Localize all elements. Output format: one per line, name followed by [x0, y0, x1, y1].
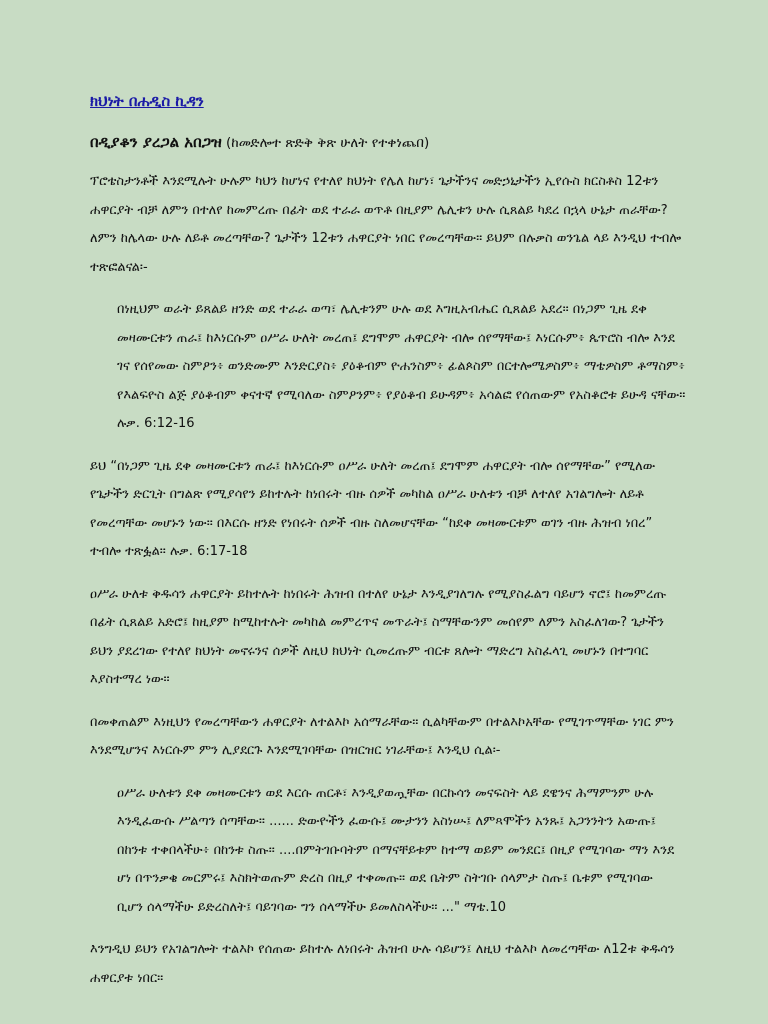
text-line: ሐዋርያት ብቻ ለምን በተለየ ከመምረጡ በፊት ወደ ተራራ ወጥቶ በዚያም ሌሊቱን ሁሉ ሲጸልይ ካደረ በኋላ ሁኔታ ጠራቸው? — [90, 202, 668, 218]
text-line: መዛሙርቱን ጠራ፤ ከእነርሱም ዐሥራ ሁለት መረጠ፤ ደግሞም ሐዋርያት ብሎ ሰየማቸው፤ እነርሱም፥ ጴጥሮስ ብሎ እንደ — [117, 330, 675, 346]
text-line: ለምን ከሌላው ሁሉ ለይቶ መረጣቸው? ጌታችን 12ቱን ሐዋርያት ነበር የመረጣቸው። ይህም በሉቃስ ወንጌል ላይ እንዲህ ተብሎ — [90, 231, 682, 246]
body-paragraph — [90, 709, 680, 766]
body-paragraph — [90, 936, 680, 993]
text-line: ዐሥራ ሁለቱን ደቀ መዛሙርቱን ወደ እርሱ ጠርቶ፣ እንዲያወጧቸው በርኩሳን መናፍስት ላይ ደዌንና ሕማምንም ሁሉ — [117, 785, 654, 801]
text-line: ሆነ በጥንቃቄ መርምሩ፤ እስክትወጡም ድረስ በዚያ ተቀመጡ። ወደ ቤትም ስትገቡ ሰላምታ ስጡ፤ ቤቱም የሚገባው — [117, 871, 653, 886]
text-line: የእልፍዮስ ልጅ ያዕቆብም ቀናተኛ የሚባለው ስምዖንም፥ የያዕቆብ ይሁዳም፥ አሳልፎ የሰጠውም የአስቆሮቱ ይሁዳ ናቸው። — [117, 387, 686, 403]
text-line: እንዲፈውሱ ሥልጣን ሰጣቸው። ...... ድውዮችን ፈውሱ፤ ሙታንን አስነሡ፤ ለምጻሞችን አንጹ፤ አጋንንትን አውጡ፤ — [117, 814, 656, 829]
text-line: ሐዋርያቱ ነበር። — [90, 970, 164, 986]
text-line: ፕሮቴስታንቶች እንደሚሉት ሁሉም ካህን ከሆነና የተለየ ክህነት የሌለ ከሆነ፣ ጌታችንና መድኃኒታችን ኢየሱስ ክርስቶስ 12ቱን — [90, 174, 659, 189]
body-paragraph — [90, 453, 680, 567]
text-line: እያስተማረ ነው። — [90, 672, 170, 687]
text-line: ገና የሰየመው ስምዖን፥ ወንድሙም እንድርያስ፥ ያዕቆብም ዮሐንስም፥ ፊልጶስም በርተሎሜዎስም፥ ማቴዎስም ቶማስም፥ — [117, 359, 686, 374]
text-line: በፊት ሲጸልይ አድሮ፤ ከዚያም ከሚከተሉት መካከል መምረጥና መጥራት፤ ስማቸውንም መሰየም ለምን አስፈለገው? ጌታችን — [90, 615, 664, 630]
block-quote — [90, 780, 680, 923]
text-line: በመቀጠልም እነዚህን የመረጣቸውን ሐዋርያት ለተልእኮ አሰማራቸው። ሲልካቸውም በተልእኮአቸው የሚገጥማቸው ነገር ምን — [90, 714, 674, 730]
document-body — [90, 168, 686, 993]
body-paragraph — [90, 581, 680, 695]
text-line: ቢሆን ሰላማችሁ ይድረስለት፤ ባይገባው ግን ሰላማችሁ ይመለስላችሁ፡፡ ..." ማቴ.10 — [117, 899, 507, 915]
text-line: በከንቱ ተቀበላችሁ፥ በከንቱ ስጡ፡፡ ....በምትገቡባትም በማናቸይቱም ከተማ ወይም መንደር፤ በዚያ የሚገባው ማን እንደ — [117, 842, 675, 858]
title-link[interactable]: ክህነት በሐዲስ ኪዳን — [90, 92, 204, 110]
block-quote — [90, 296, 686, 439]
text-line: ይህ “በነጋም ጊዜ ደቀ መዛሙርቱን ጠራ፤ ከእነርሱም ዐሥራ ሁለት መረጠ፤ ደግሞም ሐዋርያት ብሎ ሰየማቸው” የሚለው — [90, 458, 656, 474]
text-line: ዐሥራ ሁለቱ ቅዱሳን ሐዋርያት ይከተሉት ከነበሩት ሕዝብ በተለየ ሁኔታ እንዲያገለግሉ የሚያስፈልግ ባይሆን ኖሮ፤ ከመምረጡ — [90, 586, 667, 602]
body-paragraph — [90, 168, 680, 282]
author-note: (ከመድሎተ ጽድቅ ቅጽ ሁለት የተቀነጨበ) — [221, 135, 430, 151]
text-line: እንግዲህ ይህን የአገልግሎት ተልእኮ የሰጠው ይከተሉ ለነበሩት ሕዝብ ሁሉ ሳይሆን፤ ለዚህ ተልእኮ ለመረጣቸው ለ12ቱ ቅዱሳን — [90, 942, 675, 957]
text-line: የመረጣቸው መሆኑን ነው። በእርሱ ዘንድ የነበሩት ሰዎች ብዙ ስለመሆናቸው “ከደቀ መዛሙርቱም ወገን ብዙ ሕዝብ ነበረ” — [90, 515, 653, 531]
text-line: ተብሎ ተጽፏል። ሉቃ. 6:17-18 — [90, 544, 248, 559]
text-line: ተጽፎልናል፡- — [90, 259, 148, 275]
text-line: የጌታችን ድርጊት በግልጽ የሚያሳየን ይከተሉት ከነበሩት ብዙ ሰዎች መካከል ዐሥራ ሁለቱን ብቻ ለተለየ አገልግሎት ለይቶ — [90, 487, 644, 502]
subtitle — [90, 131, 680, 154]
text-line: እንደሚሆንና እነርሱም ምን ሊያደርጉ እንደሚገባቸው በዝርዝር ነገራቸው፤ እንዲህ ሲል፡- — [90, 743, 501, 758]
text-line: በነዚህም ወራት ይጸልይ ዘንድ ወደ ተራራ ወጣ፣ ሌሊቱንም ሁሉ ወደ እግዚአብሔር ሲጸልይ አደረ። በነጋም ጊዜ ደቀ — [117, 302, 647, 317]
text-line: ይህን ያደረገው የተለየ ክህነት መኖሩንና ሰዎች ለዚህ ክህነት ሲመረጡም ብርቱ ጸሎት ማድረግ አስፈላጊ መሆኑን በተግባር — [90, 643, 649, 659]
author-name: በዲያቆን ያረጋል አበጋዝ — [90, 133, 222, 151]
text-line: ሉቃ. 6:12-16 — [117, 416, 195, 431]
